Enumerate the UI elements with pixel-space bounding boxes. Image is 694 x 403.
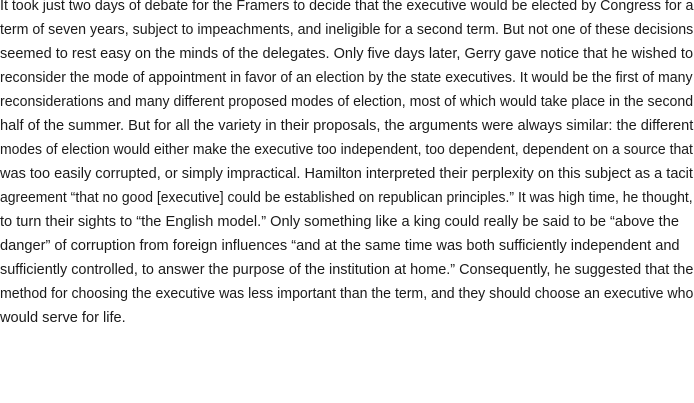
paragraph-line: reconsiderations and many different proposed modes of election, most of which would take place in the second xyxy=(0,94,694,110)
paragraph-line: It took just two days of debate for the Framers to decide that the executive would be elected by Congress for a xyxy=(0,0,694,14)
paragraph-line: modes of election would either make the executive too independent, too dependent, dependent on a source that xyxy=(0,142,693,158)
paragraph-line: seemed to rest easy on the minds of the delegates. Only five days later, Gerry gave notice that he wished to xyxy=(0,46,694,62)
paragraph-line: agreement “that no good [executive] could be established on republican principles.” It was high time, he thought, xyxy=(0,190,693,206)
paragraph-line: was too easily corrupted, or simply impractical. Hamilton interpreted their perplexity on this subject as a tacit xyxy=(0,166,693,182)
paragraph-line: danger” of corruption from foreign influences “and at the same time was both sufficiently independent and xyxy=(0,238,680,254)
paragraph-line: to turn their sights to “the English model.” Only something like a king could really be said to be “above the xyxy=(0,214,679,230)
paragraph-line: method for choosing the executive was less important than the term, and they should choose an executive who xyxy=(0,286,694,302)
paragraph-line: would serve for life. xyxy=(0,310,126,326)
paragraph-line: half of the summer. But for all the variety in their proposals, the arguments were always similar: the different xyxy=(0,118,694,134)
paragraph-line: term of seven years, subject to impeachments, and ineligible for a second term. But not one of these decisions xyxy=(0,22,694,38)
paragraph-line: reconsider the mode of appointment in favor of an election by the state executives. It would be the first of many xyxy=(0,70,693,86)
paragraph-line: sufficiently controlled, to answer the purpose of the institution at home.” Consequently, he suggested that the xyxy=(0,262,694,278)
